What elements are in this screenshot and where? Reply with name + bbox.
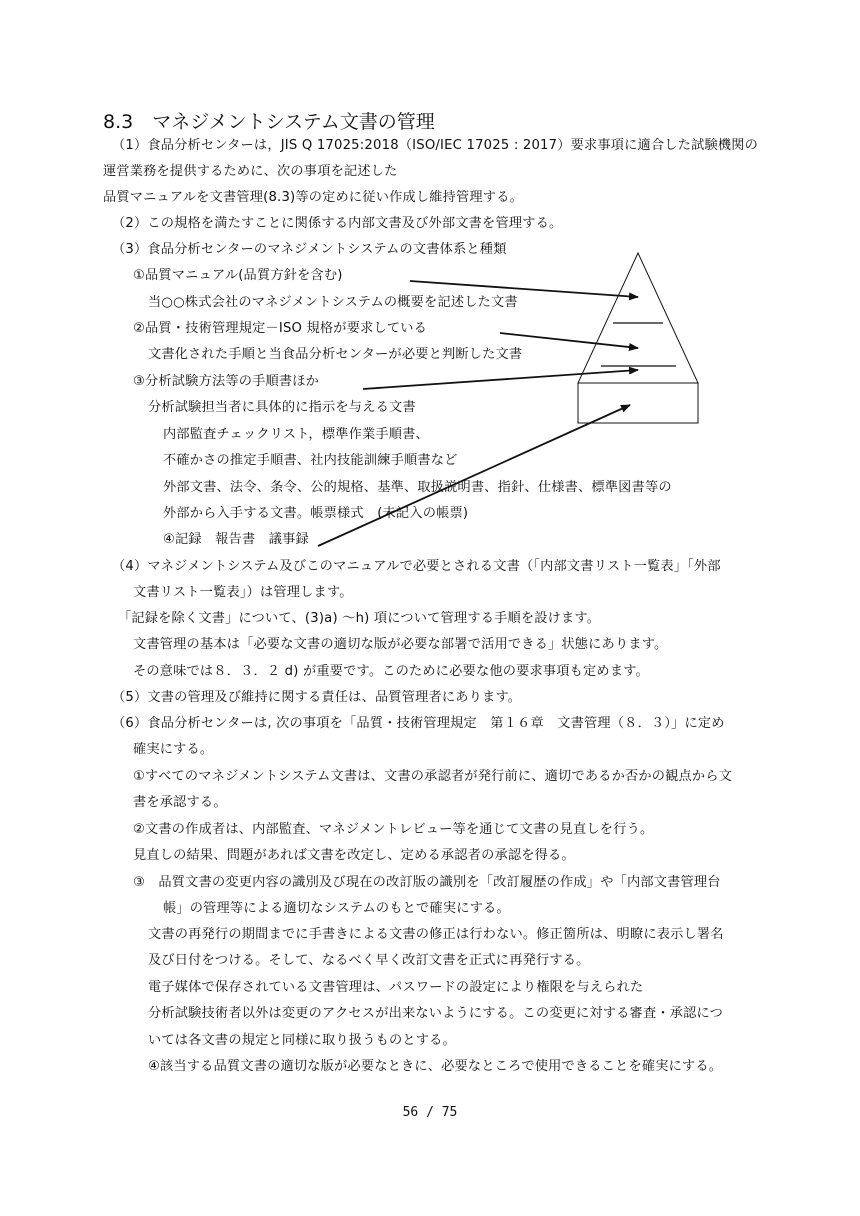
text-line: （5）文書の管理及び維持に関する責任は、品質管理者にあります。 bbox=[112, 690, 522, 705]
text-line: 運営業務を提供するために、次の事項を記述した bbox=[103, 164, 398, 179]
text-line: 不確かさの推定手順書、社内技能訓練手順書など bbox=[163, 453, 458, 468]
text-line: 当○○株式会社のマネジメントシステムの概要を記述した文書 bbox=[148, 295, 518, 310]
section-heading: 8.3 マネジメントシステム文書の管理 bbox=[103, 111, 435, 133]
text-line: ④該当する品質文書の適切な版が必要なときに、必要なところで使用できることを確実にする。 bbox=[148, 1059, 723, 1074]
text-line: 内部監査チェックリスト，標準作業手順書、 bbox=[163, 427, 429, 442]
text-line: （2）この規格を満たすことに関係する内部文書及び外部文書を管理する。 bbox=[112, 216, 563, 231]
text-line: 見直しの結果、問題があれば文書を改定し、定める承認者の承認を得る。 bbox=[133, 848, 575, 863]
text-line: 外部から入手する文書。帳票様式 (未記入の帳票) bbox=[163, 506, 469, 521]
page-number: 56 / 75 bbox=[402, 1105, 458, 1120]
arrow-procedures bbox=[363, 370, 638, 389]
text-line: ①すべてのマネジメントシステム文書は、文書の承認者が発行前に、適切であるか否かの観点から文 bbox=[133, 769, 733, 784]
text-line: ③ 品質文書の変更内容の識別及び現在の改訂版の識別を「改訂履歴の作成」や「内部文書管理台 bbox=[133, 875, 721, 890]
text-line: （4）マネジメントシステム及びこのマニュアルで必要とされる文書（「内部文書リスト一覧表」「外部 bbox=[112, 559, 721, 574]
text-line: ④記録 報告書 議事録 bbox=[163, 532, 309, 547]
text-line: 外部文書、法令、条令、公的規格、基準、取扱説明書、指針、仕様書、標準図書等の bbox=[163, 480, 672, 495]
text-line: ②文書の作成者は、内部監査、マネジメントレビュー等を通じて文書の見直しを行う。 bbox=[133, 822, 654, 837]
text-line: 品質マニュアルを文書管理(8.3)等の定めに従い作成し維持管理する。 bbox=[103, 190, 523, 205]
text-line: 文書化された手順と当食品分析センターが必要と判断した文書 bbox=[148, 347, 523, 362]
text-line: ②品質・技術管理規定－ISO 規格が要求している bbox=[133, 321, 428, 336]
text-line: ①品質マニュアル(品質方針を含む) bbox=[133, 268, 343, 283]
arrow-records bbox=[318, 405, 630, 546]
text-line: いては各文書の規定と同様に取り扱うものとする。 bbox=[148, 1033, 456, 1048]
text-line: 及び日付をつける。そして、なるべく早く改訂文書を正式に再発行する。 bbox=[148, 953, 590, 968]
text-line: 文書リスト一覧表」）は管理します。 bbox=[133, 585, 353, 600]
arrow-management-rules bbox=[500, 333, 638, 348]
text-line: （6）食品分析センターは, 次の事項を「品質・技術管理規定 第１６章 文書管理（８．３）」に定め bbox=[112, 716, 725, 731]
text-line: 帳」の管理等による適切なシステムのもとで確実にする。 bbox=[163, 901, 510, 916]
text-line: （3）食品分析センターのマネジメントシステムの文書体系と種類 bbox=[112, 242, 507, 257]
text-line: その意味では８．３．２ d) が重要です。このために必要な他の要求事項も定めます。 bbox=[133, 664, 649, 679]
text-line: 文書の再発行の期間までに手書きによる文書の修正は行わない。修正箇所は、明瞭に表示し署名 bbox=[148, 927, 724, 942]
text-line: ③分析試験方法等の手順書ほか bbox=[133, 374, 320, 389]
text-line: （1）食品分析センターは，JIS Q 17025:2018（ISO/IEC 17025 : 2017）要求事項に適合した試験機関の bbox=[112, 138, 759, 153]
pyramid-base-box bbox=[578, 383, 698, 423]
text-line: 分析試験担当者に具体的に指示を与える文書 bbox=[148, 400, 416, 415]
text-line: 「記録を除く文書」について、(3)a) ～h) 項について管理する手順を設けます。 bbox=[118, 611, 601, 626]
text-line: 書を承認する。 bbox=[133, 795, 227, 810]
text-line: 文書管理の基本は「必要な文書の適切な版が必要な部署で活用できる」状態にあります。 bbox=[133, 637, 668, 652]
text-line: 電子媒体で保存されている文書管理は、パスワードの設定により権限を与えられた bbox=[148, 980, 644, 995]
arrow-quality-manual bbox=[410, 281, 638, 297]
text-line: 分析試験技術者以外は変更のアクセスが出来ないようにする。この変更に対する審査・承認につ bbox=[148, 1006, 723, 1021]
text-line: 確実にする。 bbox=[133, 742, 214, 757]
pyramid-shape bbox=[578, 253, 698, 383]
